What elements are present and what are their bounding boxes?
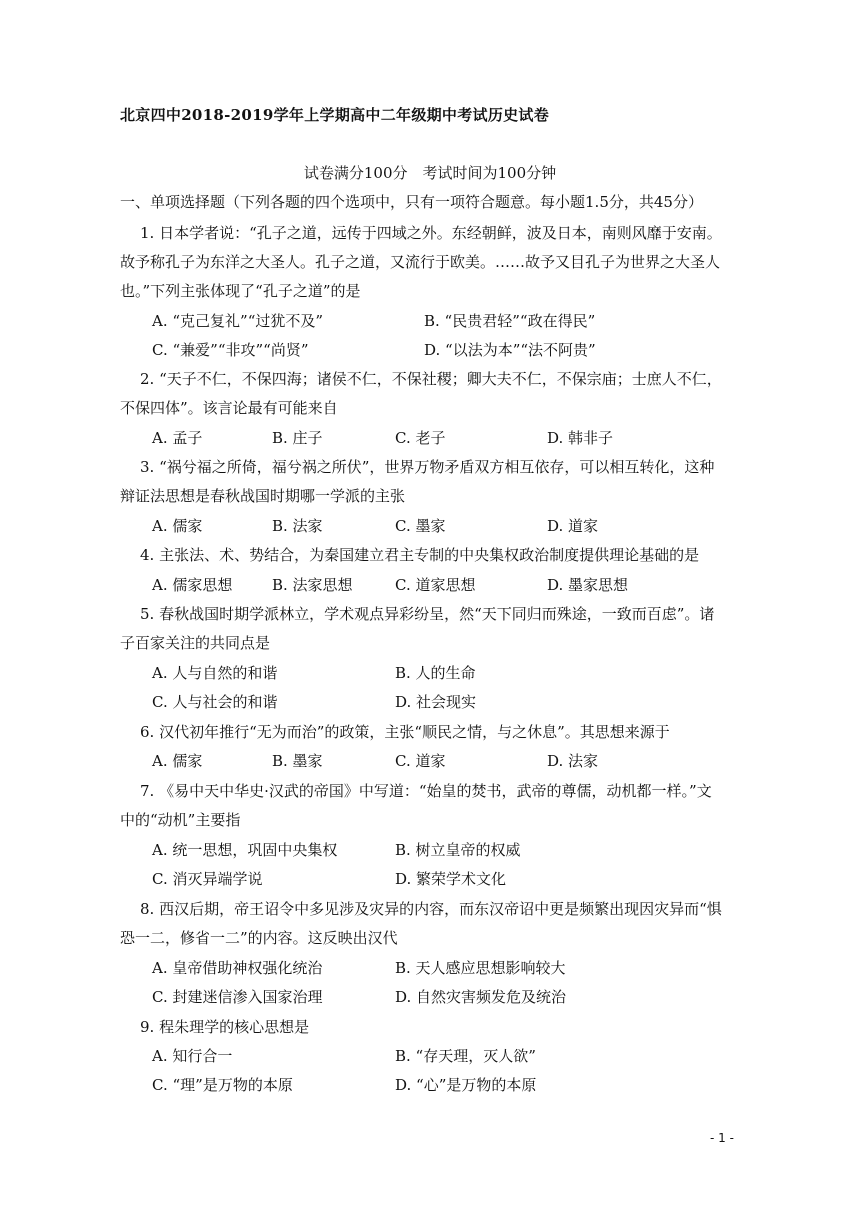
option-a: A. 儒家思想 [152, 576, 233, 594]
options-row [152, 571, 742, 600]
options-row [152, 659, 742, 688]
option-b: B. 墨家 [272, 752, 323, 770]
options-row [152, 688, 742, 717]
option-c: C. 老子 [395, 429, 446, 447]
option-b: B. 天人感应思想影响较大 [395, 959, 566, 977]
options-row [152, 836, 742, 865]
question-text: 9. 程朱理学的核心思想是 [140, 1018, 310, 1036]
question-text: 也。”下列主张体现了“孔子之道”的是 [120, 282, 361, 300]
question-text: 不保四体”。该言论最有可能来自 [120, 399, 338, 417]
question-text: 2. “天子不仁，不保四海；诸侯不仁，不保社稷；卿大夫不仁，不保宗庙；士庶人不仁， [140, 370, 722, 388]
option-b: B. 人的生命 [395, 664, 476, 682]
option-a: A. 知行合一 [152, 1047, 233, 1065]
options-row [152, 512, 742, 541]
option-d: D. “心”是万物的本原 [395, 1076, 537, 1094]
question-2 [120, 365, 740, 423]
question-5 [120, 600, 740, 658]
option-d: D. 墨家思想 [547, 576, 629, 594]
question-8 [120, 895, 740, 953]
option-d: D. 韩非子 [547, 429, 614, 447]
option-a: A. “克己复礼”“过犹不及” [152, 312, 324, 330]
option-a: A. 皇帝借助神权强化统治 [152, 959, 323, 977]
question-text: 恐一二，修省一二”的内容。这反映出汉代 [120, 929, 398, 947]
option-b: B. “存天理，灭人欲” [395, 1047, 536, 1065]
options-row [152, 307, 742, 336]
question-text: 7. 《易中天中华史·汉武的帝国》中写道：“始皇的焚书，武帝的尊儒，动机都一样。”文 [140, 782, 712, 800]
option-b: B. “民贵君轻”“政在得民” [424, 312, 596, 330]
option-c: C. 道家 [395, 752, 446, 770]
option-c: C. 人与社会的和谐 [152, 693, 278, 711]
options-row [152, 747, 742, 776]
option-a: A. 孟子 [152, 429, 203, 447]
option-a: A. 儒家 [152, 752, 203, 770]
option-d: D. 道家 [547, 517, 599, 535]
option-d: D. “以法为本”“法不阿贵” [424, 341, 596, 359]
option-a: A. 儒家 [152, 517, 203, 535]
question-text: 子百家关注的共同点是 [120, 634, 271, 652]
option-b: B. 树立皇帝的权威 [395, 841, 521, 859]
option-c: C. “兼爱”“非攻”“尚贤” [152, 341, 309, 359]
question-text: 中的“动机”主要指 [120, 811, 241, 829]
option-d: D. 社会现实 [395, 693, 477, 711]
options-row [152, 865, 742, 894]
option-a: A. 统一思想，巩固中央集权 [152, 841, 338, 859]
question-4 [120, 541, 740, 570]
question-9 [120, 1013, 740, 1042]
question-text: 3. “祸兮福之所倚，福兮祸之所伏”，世界万物矛盾双方相互依存，可以相互转化，这种 [140, 458, 715, 476]
option-b: B. 法家 [272, 517, 323, 535]
question-1 [120, 219, 740, 306]
question-7 [120, 777, 740, 835]
options-row [152, 1071, 742, 1100]
options-row [152, 424, 742, 453]
question-text: 5. 春秋战国时期学派林立，学术观点异彩纷呈，然“天下同归而殊途，一致而百虑”。诸 [140, 605, 715, 623]
option-b: B. 法家思想 [272, 576, 353, 594]
question-text: 8. 西汉后期，帝王诏令中多见涉及灾异的内容，而东汉帝诏中更是频繁出现因灾异而“惧 [140, 900, 722, 918]
option-d: D. 法家 [547, 752, 599, 770]
question-text: 6. 汉代初年推行“无为而治”的政策，主张“顺民之情，与之休息”。其思想来源于 [140, 723, 670, 741]
question-6 [120, 718, 740, 747]
section-heading: 一、单项选择题（下列各题的四个选项中，只有一项符合题意。每小题1.5分，共45分） [120, 193, 703, 211]
option-c: C. “理”是万物的本原 [152, 1076, 293, 1094]
option-d: D. 自然灾害频发危及统治 [395, 988, 567, 1006]
option-c: C. 墨家 [395, 517, 446, 535]
question-text: 4. 主张法、术、势结合，为秦国建立君主专制的中央集权政治制度提供理论基础的是 [140, 546, 700, 564]
options-row [152, 336, 742, 365]
exam-title: 北京四中2018-2019学年上学期高中二年级期中考试历史试卷 [120, 106, 550, 124]
option-b: B. 庄子 [272, 429, 323, 447]
option-d: D. 繁荣学术文化 [395, 870, 507, 888]
option-c: C. 道家思想 [395, 576, 476, 594]
question-text: 故予称孔子为东洋之大圣人。孔子之道，又流行于欧美。……故予又目孔子为世界之大圣人 [120, 253, 721, 271]
exam-subtitle: 试卷满分100分 考试时间为100分钟 [303, 164, 557, 182]
options-row [152, 954, 742, 983]
options-row [152, 983, 742, 1012]
option-c: C. 封建迷信渗入国家治理 [152, 988, 323, 1006]
option-c: C. 消灭异端学说 [152, 870, 263, 888]
option-a: A. 人与自然的和谐 [152, 664, 278, 682]
question-text: 辩证法思想是春秋战国时期哪一学派的主张 [120, 487, 406, 505]
question-text: 1. 日本学者说：“孔子之道，远传于四域之外。东经朝鲜，波及日本，南则风靡于安南。 [140, 224, 722, 242]
question-3 [120, 453, 740, 511]
page-number: - 1 - [710, 1131, 734, 1145]
options-row [152, 1042, 742, 1071]
